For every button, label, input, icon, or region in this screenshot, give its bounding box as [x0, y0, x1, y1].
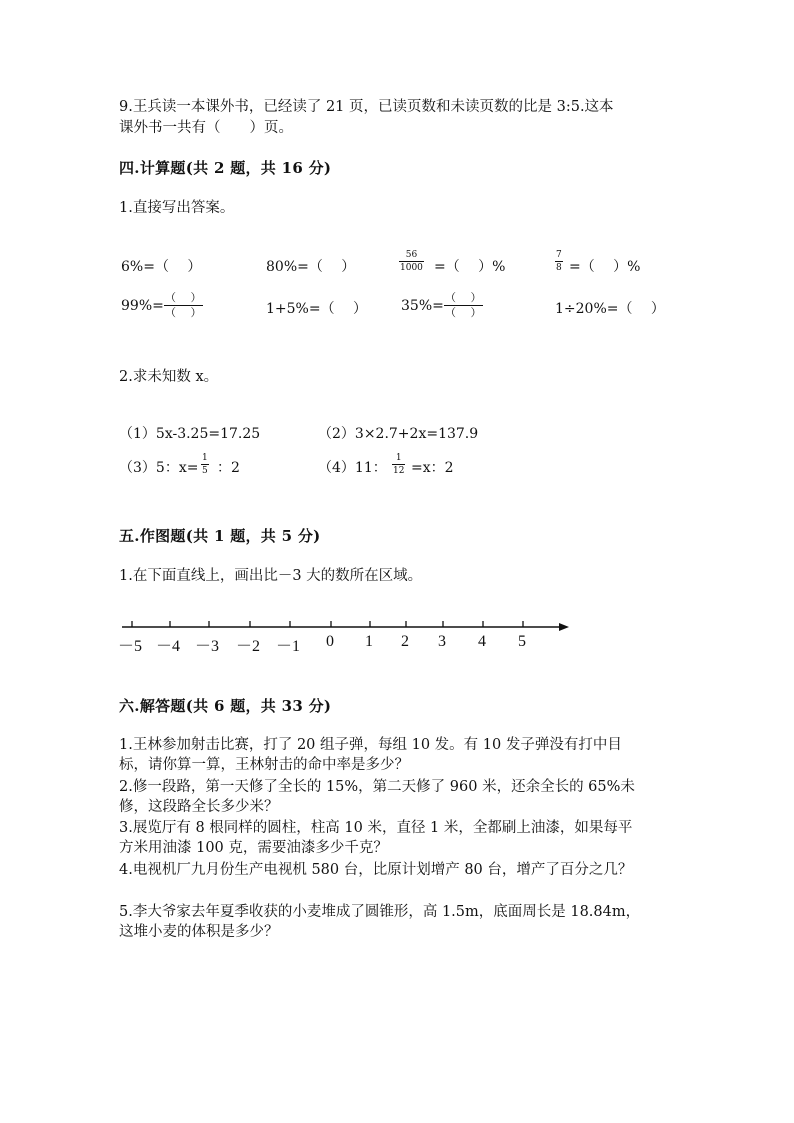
- word-problem-4: 4.电视机厂九月份生产电视机 580 台，比原计划增产 80 台，增产了百分之几？: [119, 862, 633, 878]
- word-problem-2-line-2: 修，这段路全长多少米？: [119, 799, 279, 815]
- section-6-title: 六.解答题(共 6 题，共 33 分): [119, 697, 332, 715]
- word-problem-3-line-1: 3.展览厅有 8 根同样的圆柱，柱高 10 米，直径 1 米，全都刷上油漆，如果每平: [119, 820, 633, 836]
- fraction-numerator: 56: [405, 250, 418, 260]
- drawing-q1: 1.在下面直线上，画出比－3 大的数所在区域。: [119, 568, 423, 584]
- number-line-label: 4: [478, 633, 486, 650]
- calc-item-35pct: 35%=: [401, 298, 444, 314]
- fraction-numerator: （ ）: [165, 291, 202, 304]
- calc-item-56-1000-rest: =（ ）%: [434, 259, 506, 275]
- fraction-numerator: 7: [556, 250, 562, 260]
- equation-3-suffix: ：2: [217, 460, 240, 476]
- number-line-label: 5: [518, 633, 526, 650]
- fraction-denominator: 8: [556, 263, 562, 273]
- number-line-label: －5: [118, 638, 143, 655]
- arrow-right-icon: [559, 623, 569, 631]
- number-line-label: 0: [326, 633, 334, 650]
- calc-item-1-plus-5pct: 1+5%=（ ）: [266, 301, 368, 317]
- fraction-blank-99pct: [164, 292, 203, 319]
- number-line-label: 1: [365, 633, 373, 650]
- fraction-1-12: [392, 453, 405, 476]
- word-problem-5-line-2: 这堆小麦的体积是多少？: [119, 924, 279, 940]
- fraction-numerator: （ ）: [445, 291, 482, 304]
- fraction-1-5: [201, 453, 209, 476]
- fraction-numerator: 1: [202, 453, 208, 463]
- fraction-denominator: 5: [202, 466, 208, 476]
- fraction-blank-35pct: [444, 292, 483, 319]
- calc-q2-title: 2.求未知数 x。: [119, 369, 219, 385]
- fraction-denominator: 12: [393, 466, 405, 476]
- equation-4-suffix: =x：2: [411, 460, 454, 476]
- number-line-label: －4: [156, 638, 181, 655]
- fraction-7-8: [555, 250, 563, 273]
- word-problem-3-line-2: 方米用油漆 100 克，需要油漆多少千克？: [119, 840, 388, 856]
- number-line-label: －3: [195, 638, 220, 655]
- equation-4-prefix: （4）11：: [318, 460, 387, 476]
- calc-item-1-div-20pct: 1÷20%=（ ）: [555, 301, 665, 317]
- word-problem-2-line-1: 2.修一段路，第一天修了全长的 15%，第二天修了 960 米，还余全长的 65%未: [119, 779, 635, 795]
- number-line-label: 2: [401, 633, 409, 650]
- equation-2: （2）3×2.7+2x=137.9: [318, 426, 479, 442]
- fraction-56-1000: [399, 250, 424, 273]
- q9-line-2: 课外书一共有（ ）页。: [119, 120, 293, 136]
- word-problem-5-line-1: 5.李大爷家去年夏季收获的小麦堆成了圆锥形，高 1.5m，底面周长是 18.84m，: [119, 904, 641, 920]
- number-line-label: －1: [276, 638, 301, 655]
- number-line-label: －2: [236, 638, 261, 655]
- calc-item-6pct: 6%=（ ）: [121, 259, 202, 275]
- number-line-label: 3: [438, 633, 446, 650]
- section-5-title: 五.作图题(共 1 题，共 5 分): [119, 527, 321, 545]
- equation-3-prefix: （3）5：x=: [119, 460, 199, 476]
- section-4-title: 四.计算题(共 2 题，共 16 分): [119, 159, 332, 177]
- calc-item-7-8-rest: =（ ）%: [569, 259, 641, 275]
- fraction-denominator: （ ）: [445, 306, 482, 319]
- calc-item-99pct: 99%=: [121, 298, 164, 314]
- calc-q1-title: 1.直接写出答案。: [119, 200, 235, 216]
- word-problem-1-line-2: 标，请你算一算，王林射击的命中率是多少？: [119, 757, 409, 773]
- calc-item-80pct: 80%=（ ）: [266, 259, 356, 275]
- fraction-denominator: （ ）: [165, 306, 202, 319]
- equation-1: （1）5x-3.25=17.25: [119, 426, 261, 442]
- fraction-numerator: 1: [395, 453, 402, 463]
- fraction-denominator: 1000: [400, 263, 423, 273]
- word-problem-1-line-1: 1.王林参加射击比赛，打了 20 组子弹，每组 10 发。有 10 发子弹没有打中目: [119, 737, 622, 753]
- q9-line-1: 9.王兵读一本课外书，已经读了 21 页，已读页数和未读页数的比是 3:5.这本: [119, 99, 614, 115]
